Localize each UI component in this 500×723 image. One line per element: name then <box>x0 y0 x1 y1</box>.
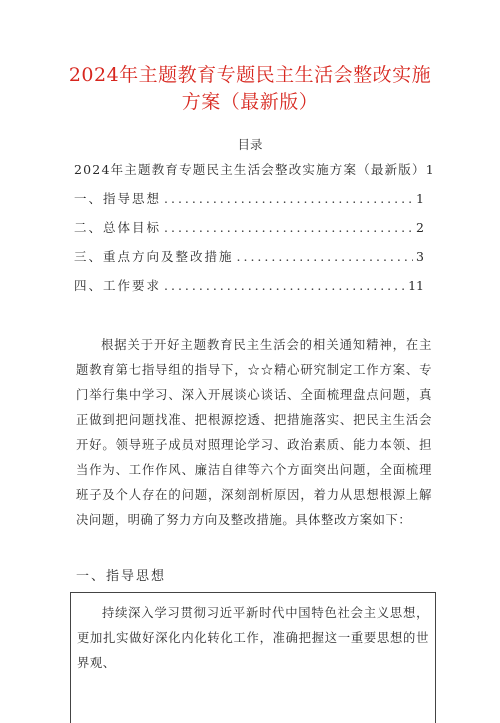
toc-entry[interactable] <box>74 218 424 247</box>
toc-entry-page: 2 <box>416 220 424 235</box>
toc-entry-label: 三、重点方向及整改措施 <box>74 249 234 264</box>
intro-paragraph: 根据关于开好主题教育民主生活会的相关通知精神，在主题教育第七指导组的指导下，☆☆精心研究制定工作方案、专门举行集中学习、深入开展谈心谈话、全面梳理盘点问题，真正做到把问题找准、把根源挖透、把措施落实、把民主生活会开好。领导班子成员对照理论学习、政治素质、能力本领、担当作为、工作作风、廉洁自律等六个方面突出问题，全面梳理班子及个人存在的问题，深刻剖析原因，着力从思想根源上解决问题，明确了努力方向及整改措施。具体整改方案如下： <box>76 338 432 527</box>
toc-leader-dots <box>164 220 413 235</box>
toc-entry-page: 11 <box>408 278 424 293</box>
toc-leader-dots <box>237 249 414 264</box>
toc-entry-page: 1 <box>425 162 434 177</box>
document-title: 2024年主题教育专题民主生活会整改实施方案（最新版） <box>68 64 432 113</box>
toc-entry-page: 3 <box>416 249 424 264</box>
toc-leader-dots <box>164 191 413 206</box>
table-of-contents <box>74 160 434 305</box>
toc-entry[interactable] <box>74 160 434 189</box>
toc-entry[interactable] <box>74 247 424 276</box>
toc-entry-page: 1 <box>416 191 424 206</box>
toc-heading: 目录 <box>237 137 263 152</box>
section-paragraph: 持续深入学习贯彻习近平新时代中国特色社会主义思想，更加扎实做好深化内化转化工作，准确把握这一重要思想的世界观、 <box>77 606 429 670</box>
toc-entry-label: 一、指导思想 <box>74 191 162 206</box>
section-heading: 一、指导思想 <box>76 569 167 584</box>
toc-entry-label: 2024年主题教育专题民主生活会整改实施方案（最新版） <box>74 162 426 177</box>
toc-leader-dots <box>164 278 405 293</box>
section-text-box <box>70 592 436 723</box>
toc-entry-label: 二、总体目标 <box>74 220 162 235</box>
toc-entry-label: 四、工作要求 <box>74 278 162 293</box>
toc-entry[interactable] <box>74 189 424 218</box>
toc-entry[interactable] <box>74 276 424 305</box>
